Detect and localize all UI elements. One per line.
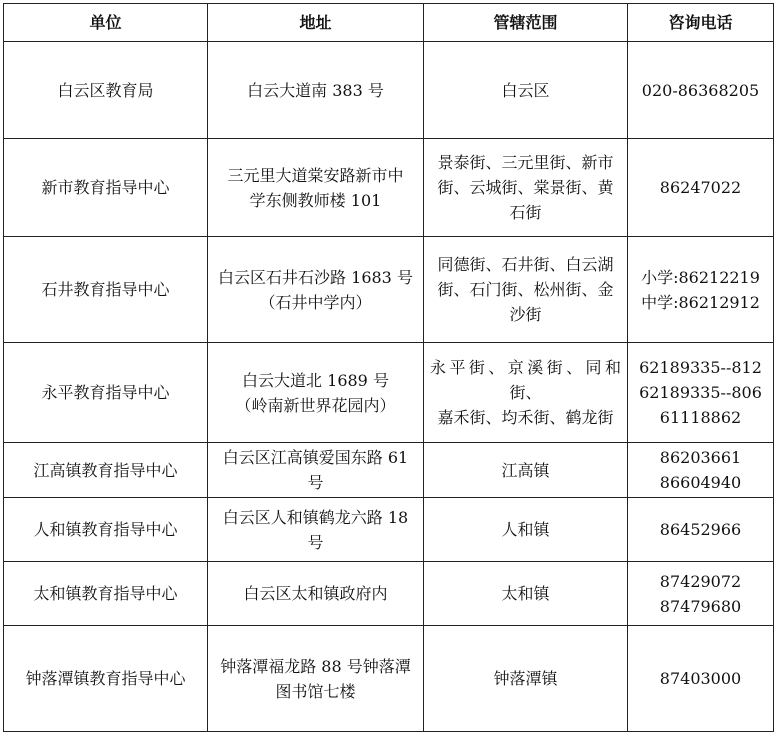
- scope-cell: [424, 626, 628, 732]
- address-cell-line: 白云大道南 383 号: [247, 80, 384, 100]
- address-cell-line: 白云区石井石沙路 1683 号: [218, 267, 413, 287]
- scope-cell-line: 沙街: [509, 305, 542, 324]
- table-row: [4, 562, 774, 626]
- table-row: [4, 626, 774, 732]
- phone-cell-line: 62189335--806: [639, 383, 762, 402]
- address-cell-line: 号: [307, 473, 324, 492]
- scope-cell: [424, 343, 628, 443]
- address-cell: [208, 343, 424, 443]
- address-cell-line: 白云区人和镇鹤龙六路 18: [222, 507, 409, 527]
- unit-cell: 永平教育指导中心: [4, 343, 208, 443]
- header-phone: 咨询电话: [628, 4, 774, 42]
- scope-cell-line: 景泰街、三元里街、新市: [437, 153, 614, 172]
- unit-cell: 人和镇教育指导中心: [4, 498, 208, 562]
- scope-cell: [424, 562, 628, 626]
- header-address: 地址: [208, 4, 424, 42]
- scope-cell-line: 钟落潭镇: [493, 669, 558, 688]
- table-row: [4, 42, 774, 139]
- scope-cell-line: 永平街、京溪街、同和街、: [430, 358, 621, 402]
- phone-cell-line: 61118862: [659, 408, 742, 427]
- scope-cell-line: 嘉禾街、均禾街、鹤龙街: [437, 408, 614, 427]
- address-cell-line: 白云区太和镇政府内: [243, 584, 388, 603]
- scope-cell: [424, 443, 628, 498]
- scope-cell: [424, 42, 628, 139]
- address-cell: [208, 237, 424, 343]
- address-cell: [208, 443, 424, 498]
- table-row: [4, 343, 774, 443]
- address-cell-line: 图书馆七楼: [275, 681, 356, 701]
- address-cell: [208, 139, 424, 237]
- unit-cell: 白云区教育局: [4, 42, 208, 139]
- phone-cell: [628, 443, 774, 498]
- header-scope: 管辖范围: [424, 4, 628, 42]
- table-row: [4, 443, 774, 498]
- address-cell-line: 钟落潭福龙路 88 号钟落潭: [220, 656, 411, 676]
- scope-cell-line: 石街: [509, 203, 542, 222]
- phone-cell-line: 中学:86212912: [641, 292, 760, 312]
- address-cell-line: 号: [307, 532, 324, 552]
- table-row: [4, 237, 774, 343]
- phone-cell: [628, 42, 774, 139]
- address-cell-line: 学东侧教师楼 101: [249, 190, 382, 210]
- phone-cell: [628, 343, 774, 443]
- header-unit: 单位: [4, 4, 208, 42]
- scope-cell-line: 白云区: [501, 80, 550, 100]
- phone-cell: [628, 237, 774, 343]
- address-cell: [208, 626, 424, 732]
- phone-cell-line: 86452966: [659, 520, 742, 539]
- scope-cell-line: 街、云城街、棠景街、黄: [437, 178, 614, 197]
- phone-cell-line: 87479680: [659, 596, 742, 616]
- scope-cell: [424, 237, 628, 343]
- phone-cell-line: 86203661: [659, 448, 742, 467]
- education-contact-table: [3, 3, 774, 732]
- phone-cell-line: 87403000: [659, 669, 742, 688]
- phone-cell-line: 62189335--812: [639, 358, 762, 377]
- address-cell: [208, 498, 424, 562]
- unit-cell: 江高镇教育指导中心: [4, 443, 208, 498]
- unit-cell: 太和镇教育指导中心: [4, 562, 208, 626]
- phone-cell: [628, 562, 774, 626]
- phone-cell: [628, 626, 774, 732]
- address-cell-line: 三元里大道棠安路新市中: [227, 165, 404, 185]
- scope-cell: [424, 498, 628, 562]
- header-row: [4, 4, 774, 42]
- unit-cell: 石井教育指导中心: [4, 237, 208, 343]
- phone-cell-line: 小学:86212219: [641, 267, 760, 287]
- scope-cell: [424, 139, 628, 237]
- phone-cell-line: 020-86368205: [641, 80, 760, 100]
- address-cell-line: （岭南新世界花园内）: [235, 395, 396, 415]
- address-cell: [208, 42, 424, 139]
- scope-cell-line: 同德街、石井街、白云湖: [437, 255, 614, 274]
- address-cell-line: （石井中学内）: [259, 292, 372, 312]
- address-cell-line: 白云大道北 1689 号: [242, 370, 389, 390]
- table-row: [4, 498, 774, 562]
- phone-cell-line: 87429072: [659, 571, 742, 591]
- scope-cell-line: 街、石门街、松州街、金: [437, 280, 614, 299]
- unit-cell: 钟落潭镇教育指导中心: [4, 626, 208, 732]
- scope-cell-line: 江高镇: [501, 460, 550, 480]
- address-cell: [208, 562, 424, 626]
- phone-cell: [628, 498, 774, 562]
- address-cell-line: 白云区江高镇爱国东路 61: [222, 448, 409, 467]
- phone-cell-line: 86604940: [659, 473, 742, 492]
- phone-cell-line: 86247022: [659, 178, 742, 197]
- table-row: [4, 139, 774, 237]
- phone-cell: [628, 139, 774, 237]
- scope-cell-line: 人和镇: [501, 520, 550, 539]
- scope-cell-line: 太和镇: [501, 584, 550, 603]
- unit-cell: 新市教育指导中心: [4, 139, 208, 237]
